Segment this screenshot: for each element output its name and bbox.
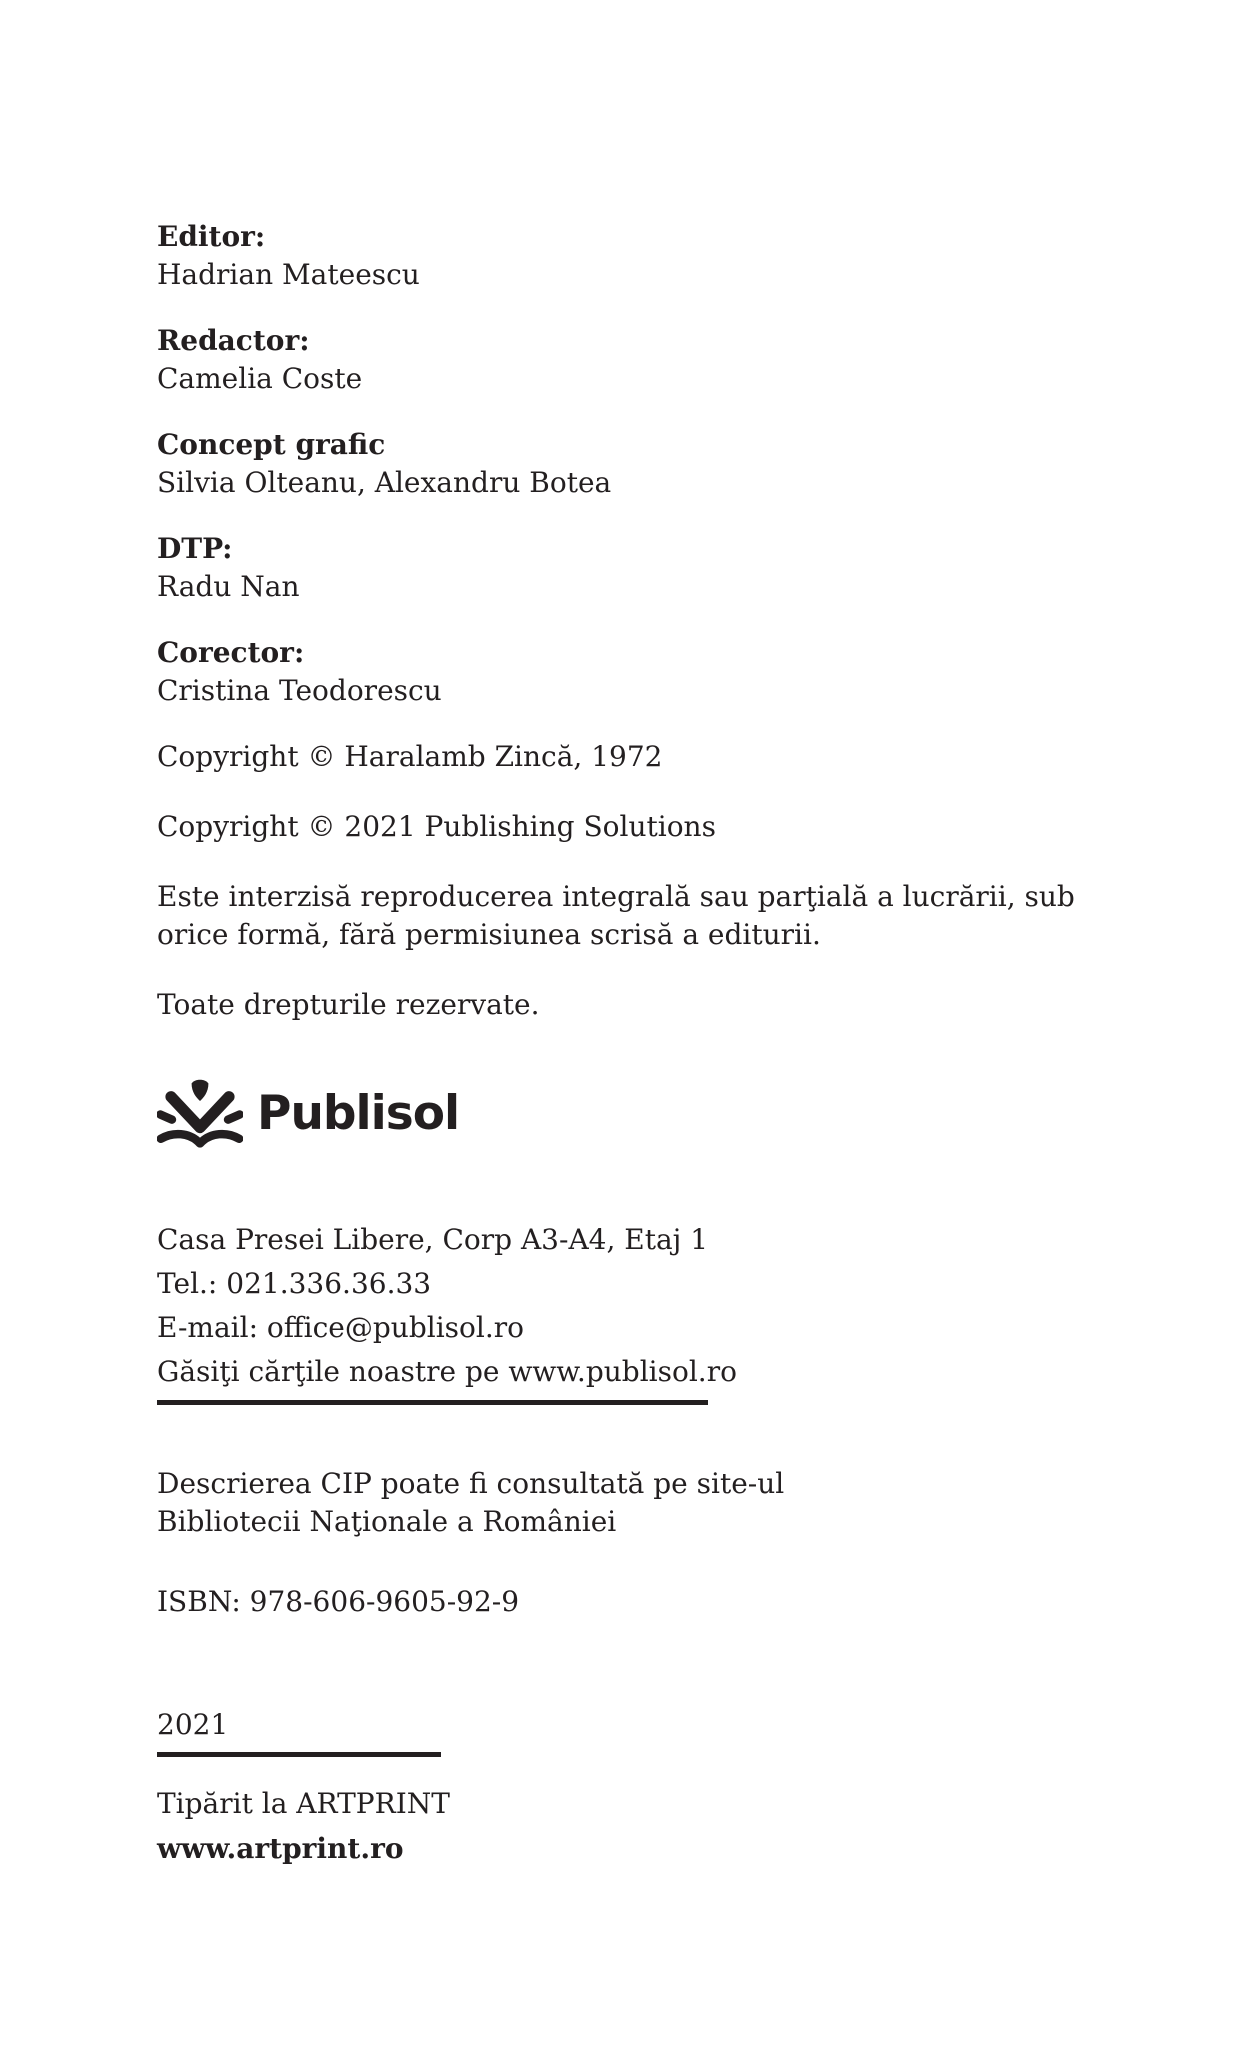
print-year: 2021 (157, 1708, 229, 1741)
publisher-website-line: Găsiţi cărţile noastre pe www.publisol.ro (157, 1355, 737, 1388)
publisher-phone: Tel.: 021.336.36.33 (157, 1267, 432, 1300)
credit-role: Editor: (157, 220, 266, 253)
credit-entry-dtp (157, 530, 1152, 606)
publisol-logo-icon (157, 1077, 243, 1152)
credit-entry-redactor (157, 322, 1152, 398)
copyright-original: Copyright © Haralamb Zincă, 1972 (157, 740, 663, 773)
publisher-email: E-mail: office@publisol.ro (157, 1311, 524, 1344)
publisher-contact-section (157, 1218, 1152, 1394)
cip-line-1: Descrierea CIP poate fi consultată pe site-ul (157, 1467, 785, 1500)
credit-entry-concept-grafic (157, 426, 1152, 502)
printer-website: www.artprint.ro (157, 1832, 404, 1865)
restriction-line-2: orice formă, fără permisiunea scrisă a editurii. (157, 918, 821, 951)
credit-role: Redactor: (157, 324, 310, 357)
printed-at: Tipărit la ARTPRINT (157, 1787, 450, 1820)
credit-role: DTP: (157, 532, 233, 565)
restriction-line-1: Este interzisă reproducerea integrală sau parţială a lucrării, sub (157, 880, 1075, 913)
divider-long (157, 1400, 708, 1405)
reproduction-restriction (157, 878, 1152, 954)
credit-entry-corector (157, 634, 1152, 710)
divider-short (157, 1752, 441, 1757)
credit-name: Cristina Teodorescu (157, 674, 442, 707)
credit-name: Silvia Olteanu, Alexandru Botea (157, 466, 612, 499)
credit-name: Camelia Coste (157, 362, 363, 395)
credit-role: Corector: (157, 636, 305, 669)
copyright-section (157, 738, 1152, 846)
cip-line-2: Bibliotecii Naţionale a României (157, 1505, 617, 1538)
credit-entry-editor (157, 218, 1152, 294)
publisher-address: Casa Presei Libere, Corp A3-A4, Etaj 1 (157, 1223, 709, 1256)
isbn: ISBN: 978-606-9605-92-9 (157, 1585, 520, 1618)
copyright-current: Copyright © 2021 Publishing Solutions (157, 810, 716, 843)
credit-name: Radu Nan (157, 570, 300, 603)
printer-section (157, 1781, 1152, 1871)
publisher-logo-text: Publisol (257, 1086, 460, 1141)
publisher-logo (157, 1076, 1152, 1152)
cip-notice (157, 1465, 1152, 1541)
credits-section (157, 218, 1152, 710)
credit-name: Hadrian Mateescu (157, 258, 420, 291)
credit-role: Concept grafic (157, 428, 386, 461)
rights-reserved: Toate drepturile rezervate. (157, 988, 540, 1021)
